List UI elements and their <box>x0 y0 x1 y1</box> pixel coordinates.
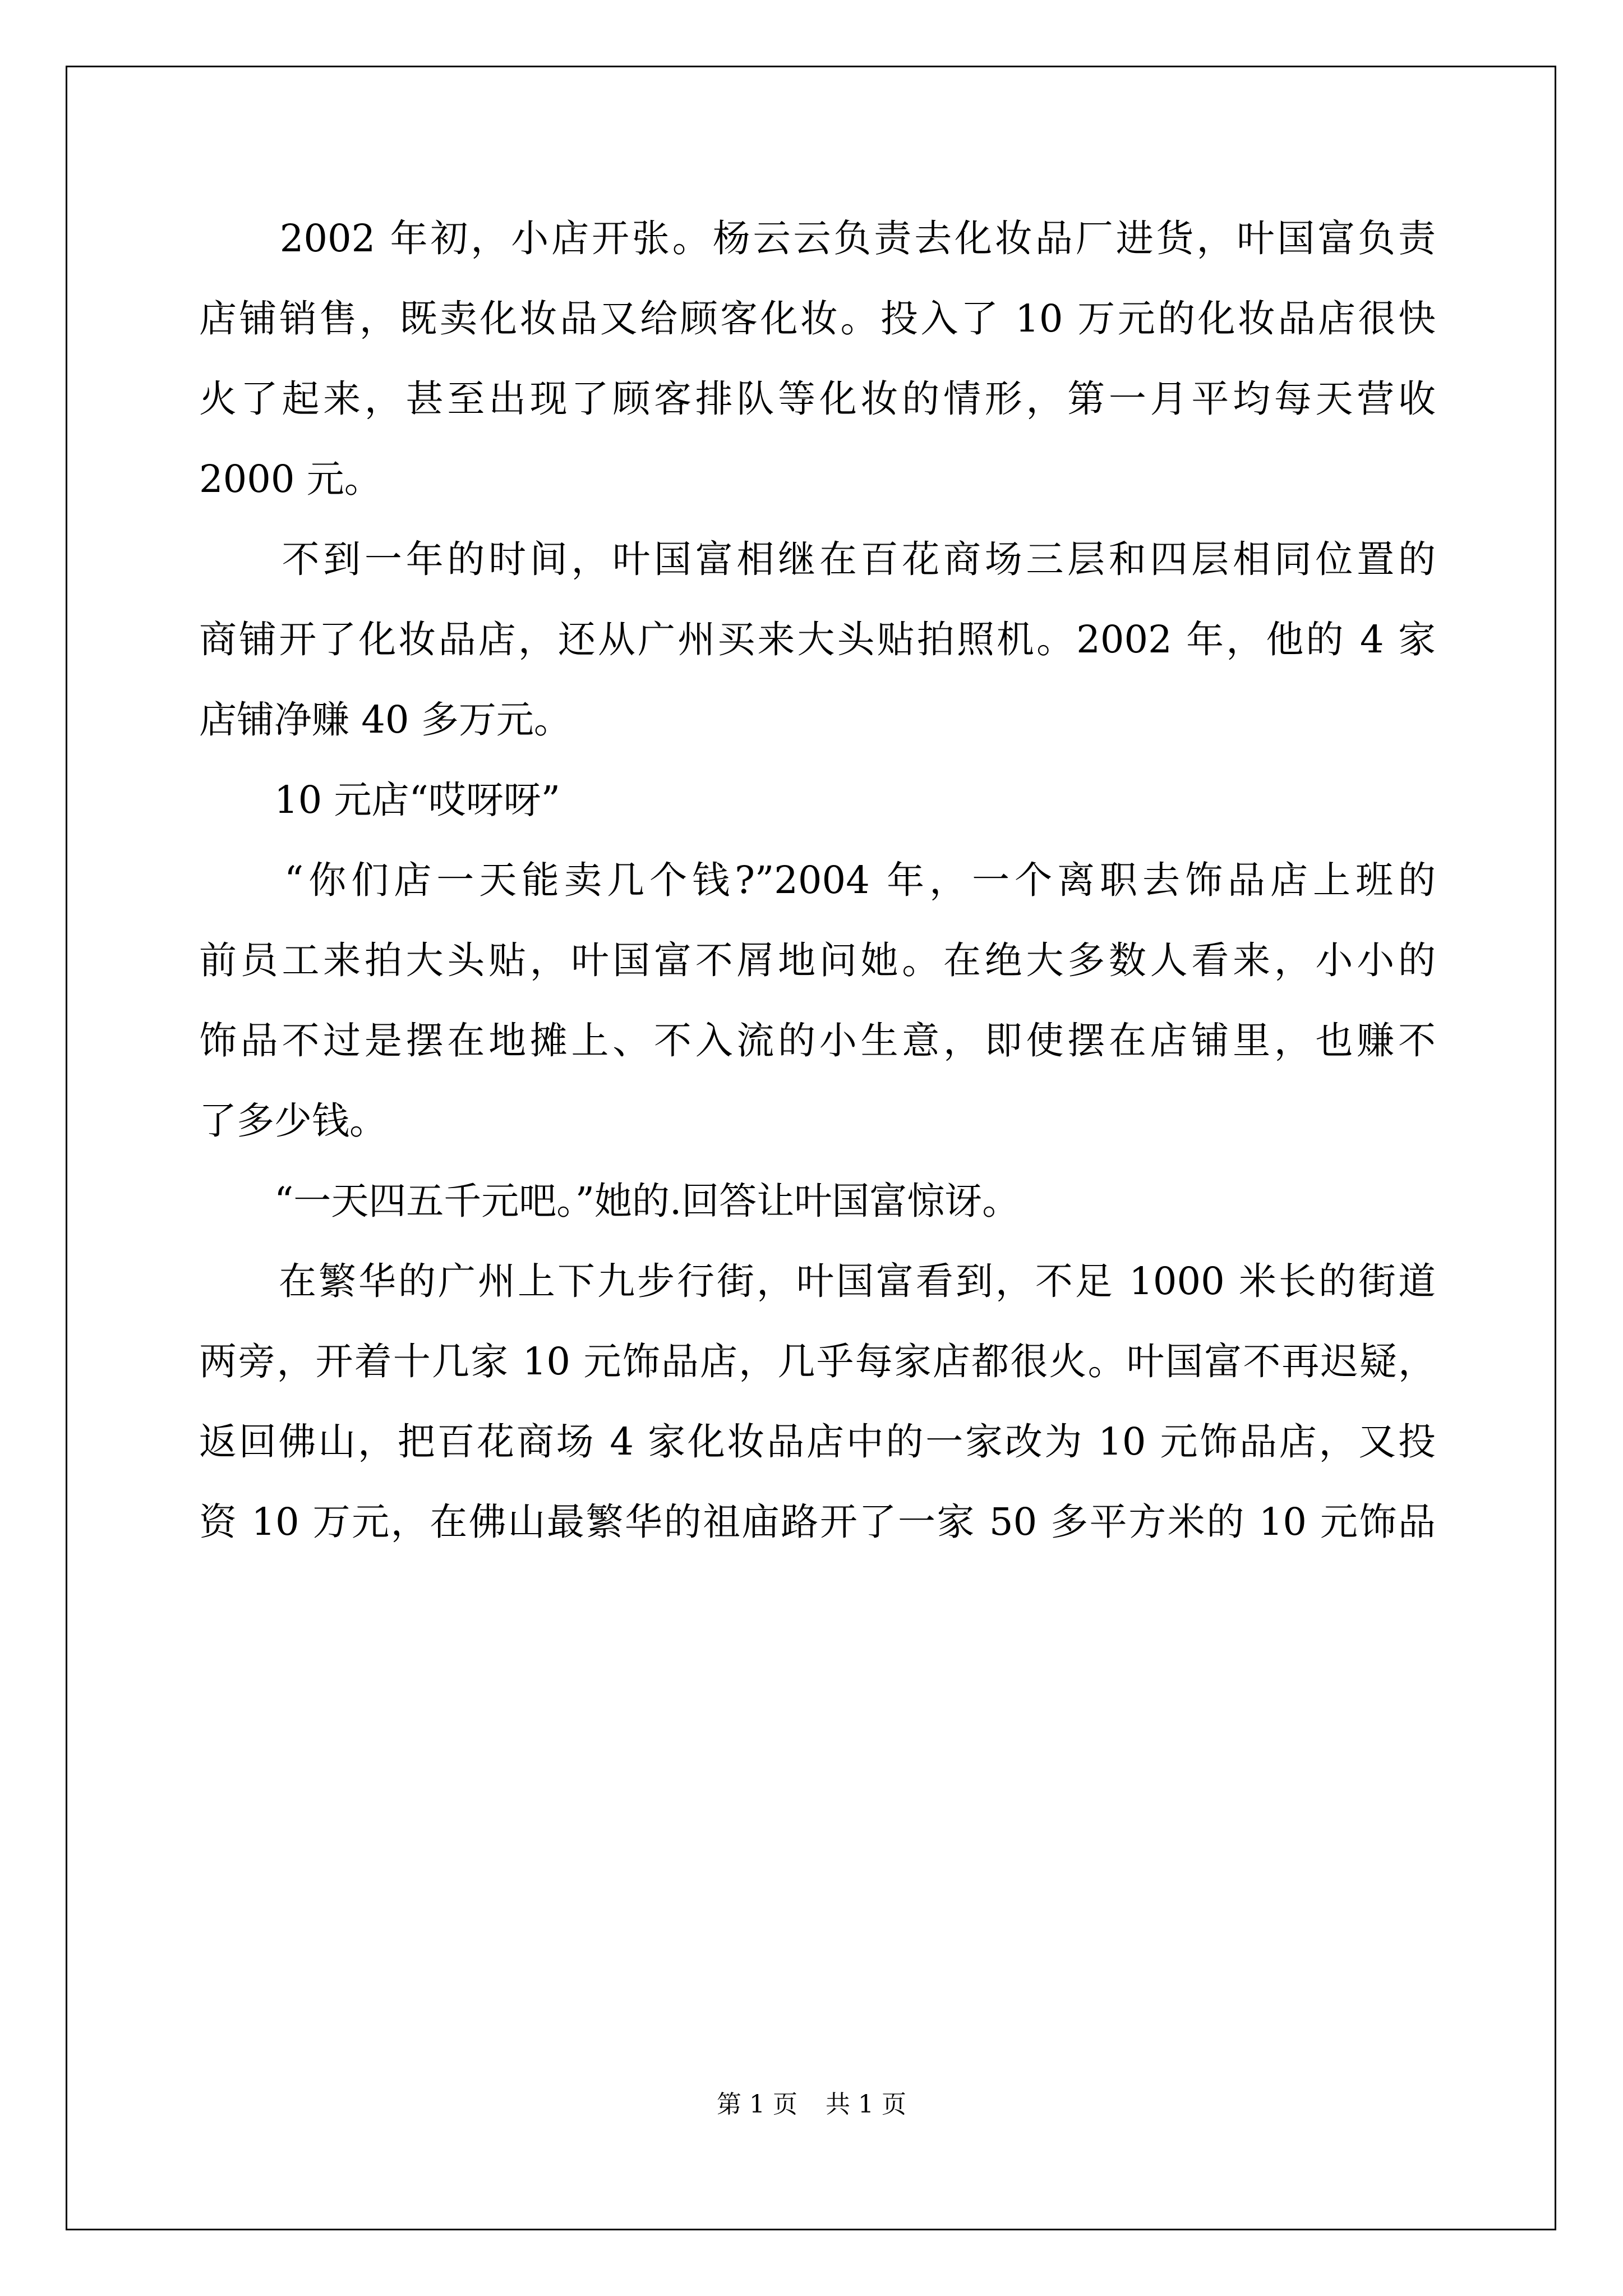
text-line: 资 10 万元，在佛山最繁华的祖庙路开了一家 50 多平方米的 10 元饰品 <box>199 1500 1436 1544</box>
text-line: 了多少钱。 <box>199 1099 387 1143</box>
text-line: 饰品不过是摆在地摊上、不入流的小生意，即使摆在店铺里，也赚不 <box>199 1019 1436 1062</box>
page-number: 第 1 页 <box>717 2090 797 2119</box>
text-line: 2002 年初，小店开张。杨云云负责去化妆品厂进货，叶国富负责 <box>199 217 1436 260</box>
text-line: 返回佛山，把百花商场 4 家化妆品店中的一家改为 10 元饰品店，又投 <box>199 1420 1436 1464</box>
text-line: 不到一年的时间，叶国富相继在百花商场三层和四层相同位置的 <box>199 537 1436 581</box>
page-total: 共 1 页 <box>826 2090 906 2119</box>
page-footer <box>0 2088 1623 2122</box>
text-line: 店铺净赚 40 多万元。 <box>199 698 571 742</box>
text-line: “你们店一天能卖几个钱?”2004 年，一个离职去饰品店上班的 <box>199 858 1436 902</box>
text-line: 两旁，开着十几家 10 元饰品店，几乎每家店都很火。叶国富不再迟疑， <box>199 1340 1436 1383</box>
text-line: 前员工来拍大头贴，叶国富不屑地问她。在绝大多数人看来，小小的 <box>199 938 1436 982</box>
text-line: 火了起来，甚至出现了顾客排队等化妆的情形，第一月平均每天营收 <box>199 377 1436 421</box>
section-heading: 10 元店“哎呀呀” <box>199 778 561 822</box>
text-line: 在繁华的广州上下九步行街，叶国富看到，不足 1000 米长的街道 <box>199 1259 1436 1303</box>
text-line: “一天四五千元吧。”她的.回答让叶国富惊讶。 <box>199 1179 1020 1223</box>
text-line: 店铺销售，既卖化妆品又给顾客化妆。投入了 10 万元的化妆品店很快 <box>199 297 1436 341</box>
text-line: 商铺开了化妆品店，还从广州买来大头贴拍照机。2002 年，他的 4 家 <box>199 618 1436 661</box>
text-line: 2000 元。 <box>199 457 382 501</box>
